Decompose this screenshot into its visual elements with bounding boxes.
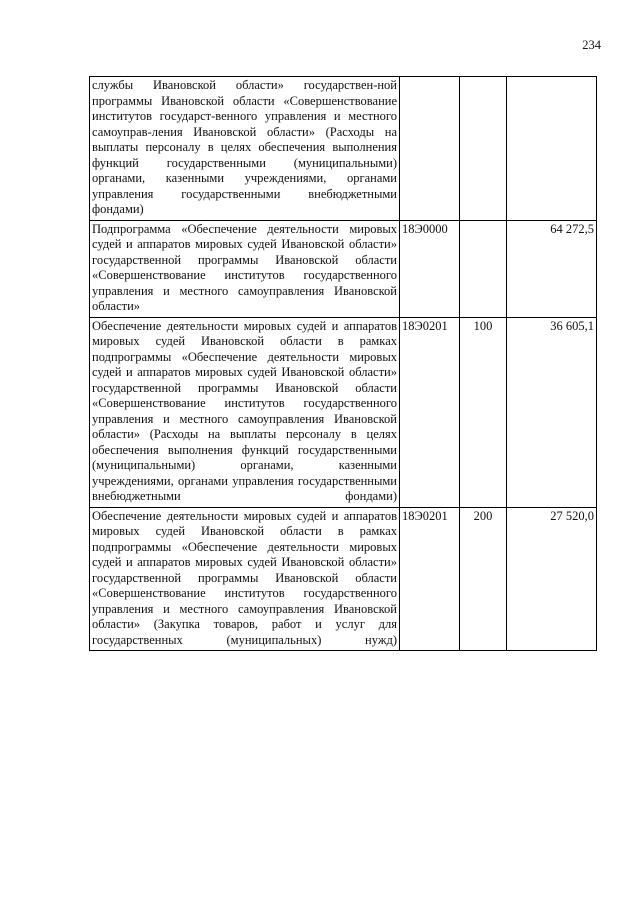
row-expense-type (460, 220, 507, 317)
row-description: Обеспечение деятельности мировых судей и аппаратов мировых судей Ивановской области в рамках подпрограммы «Обеспечение деятельности мировых судей и аппаратов мировых судей Ивановской области» государственной программы Ивановской области «Совершенствование институтов государственного управления и местного самоуправления Ивановской области» (Закупка товаров, работ и услуг для государственных (муниципальных) нужд) (90, 507, 400, 651)
row-amount: 27 520,0 (507, 507, 597, 651)
table-row (90, 77, 597, 221)
row-expense-type (460, 77, 507, 221)
row-target-code (400, 77, 460, 221)
row-target-code: 18Э0000 (400, 220, 460, 317)
row-expense-type: 100 (460, 317, 507, 507)
row-amount: 64 272,5 (507, 220, 597, 317)
row-description: службы Ивановской области» государствен-ной программы Ивановской области «Совершенствование институтов государст-венного управления и местного самоуправ-ления Ивановской области» (Расходы на выплаты персоналу в целях обеспечения выполнения функций государственными (муниципальными) органами, казенными учреждениями, органами управления государственными внебюджетными фондами) (90, 77, 400, 221)
table-row (90, 317, 597, 507)
table-row (90, 507, 597, 651)
table-row (90, 220, 597, 317)
row-description: Обеспечение деятельности мировых судей и аппаратов мировых судей Ивановской области в рамках подпрограммы «Обеспечение деятельности мировых судей и аппаратов мировых судей Ивановской области» государственной программы Ивановской области «Совершенствование институтов государственного управления и местного самоуправления Ивановской области» (Расходы на выплаты персоналу в целях обеспечения выполнения функций государственными (муниципальными) органами, казенными учреждениями, органами управления государственными внебюджетными фондами) (90, 317, 400, 507)
budget-table (89, 76, 597, 651)
row-target-code: 18Э0201 (400, 507, 460, 651)
row-target-code: 18Э0201 (400, 317, 460, 507)
row-amount (507, 77, 597, 221)
row-amount: 36 605,1 (507, 317, 597, 507)
row-description: Подпрограмма «Обеспечение деятельности мировых судей и аппаратов мировых судей Ивановской области» государственной программы Ивановской области «Совершенствование институтов государственного управления и местного самоуправления Ивановской области» (90, 220, 400, 317)
page-number: 234 (582, 38, 601, 52)
row-expense-type: 200 (460, 507, 507, 651)
